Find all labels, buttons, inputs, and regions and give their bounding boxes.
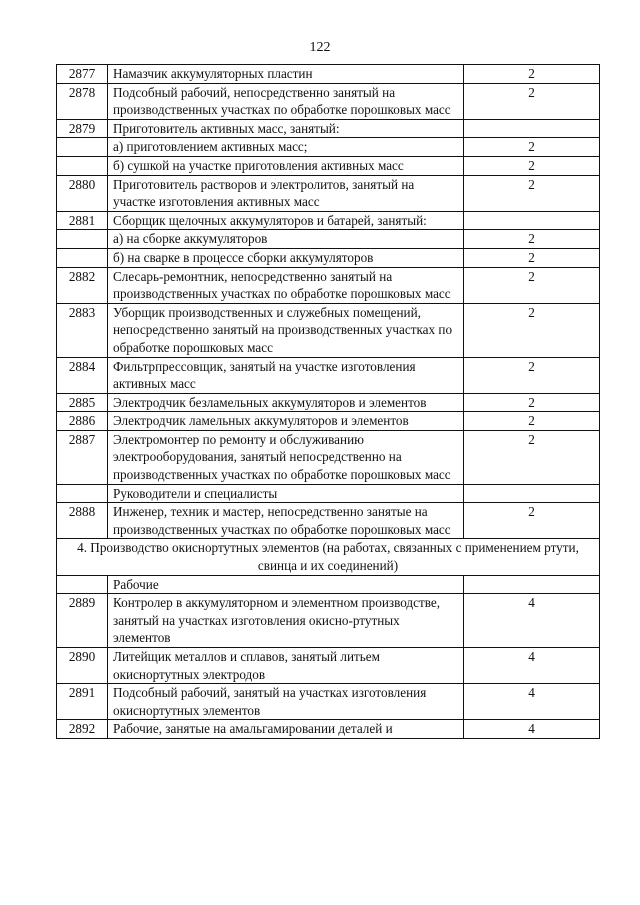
occupation-description: Руководители и специалисты	[108, 484, 464, 503]
list-value	[464, 575, 600, 594]
list-value: 2	[464, 357, 600, 393]
list-value: 4	[464, 648, 600, 684]
occupation-description: Сборщик щелочных аккумуляторов и батарей, занятый:	[108, 211, 464, 230]
occupation-description: Приготовитель растворов и электролитов, занятый на участке изготовления активных масс	[108, 175, 464, 211]
row-number	[57, 138, 108, 157]
occupation-description: Инженер, техник и мастер, непосредственно занятые на производственных участках по обработке порошковых масс	[108, 503, 464, 539]
list-value: 4	[464, 594, 600, 648]
table-row	[57, 175, 600, 211]
list-value: 2	[464, 175, 600, 211]
list-value: 2	[464, 393, 600, 412]
list-value: 2	[464, 65, 600, 84]
list-value: 2	[464, 412, 600, 431]
list-value: 2	[464, 156, 600, 175]
row-number	[57, 230, 108, 249]
table-row	[57, 594, 600, 648]
occupation-description: Электродчик безламельных аккумуляторов и элементов	[108, 393, 464, 412]
row-number	[57, 484, 108, 503]
table-row	[57, 267, 600, 303]
table-row	[57, 575, 600, 594]
row-number	[57, 248, 108, 267]
occupation-description: Намазчик аккумуляторных пластин	[108, 65, 464, 84]
row-number: 2890	[57, 648, 108, 684]
list-value: 2	[464, 503, 600, 539]
table-row	[57, 119, 600, 138]
row-number	[57, 156, 108, 175]
list-value: 4	[464, 684, 600, 720]
table-row	[57, 393, 600, 412]
row-number: 2887	[57, 430, 108, 484]
occupation-description: Рабочие, занятые на амальгамировании деталей и	[108, 720, 464, 739]
row-number: 2881	[57, 211, 108, 230]
occupation-description: Контролер в аккумуляторном и элементном производстве, занятый на участках изготовления окисно-ртутных элементов	[108, 594, 464, 648]
occupation-description: Подсобный рабочий, занятый на участках изготовления окиснортутных элементов	[108, 684, 464, 720]
occupation-table	[56, 64, 600, 739]
section-heading: 4. Производство окиснортутных элементов (на работах, связанных с применением ртути, свинца и их соединений)	[57, 539, 600, 575]
occupation-description: Уборщик производственных и служебных помещений, непосредственно занятый на производственных участках по обработке порошковых масс	[108, 303, 464, 357]
row-number: 2889	[57, 594, 108, 648]
row-number: 2879	[57, 119, 108, 138]
occupation-description: Приготовитель активных масс, занятый:	[108, 119, 464, 138]
occupation-description: Подсобный рабочий, непосредственно занятый на производственных участках по обработке порошковых масс	[108, 83, 464, 119]
list-value	[464, 119, 600, 138]
table-row	[57, 230, 600, 249]
table-row	[57, 684, 600, 720]
table-row	[57, 648, 600, 684]
table-row	[57, 156, 600, 175]
occupation-description: а) на сборке аккумуляторов	[108, 230, 464, 249]
table-row	[57, 303, 600, 357]
list-value: 2	[464, 430, 600, 484]
table-row	[57, 720, 600, 739]
table-body	[57, 65, 600, 739]
occupation-description: Литейщик металлов и сплавов, занятый литьем окиснортутных электродов	[108, 648, 464, 684]
list-value	[464, 484, 600, 503]
row-number: 2892	[57, 720, 108, 739]
list-value	[464, 211, 600, 230]
table-row	[57, 412, 600, 431]
row-number: 2891	[57, 684, 108, 720]
row-number: 2886	[57, 412, 108, 431]
row-number: 2880	[57, 175, 108, 211]
table-row	[57, 83, 600, 119]
row-number: 2888	[57, 503, 108, 539]
table-row	[57, 211, 600, 230]
table-row	[57, 430, 600, 484]
occupation-description: Электромонтер по ремонту и обслуживанию электрооборудования, занятый непосредственно на производственных участках по обработке порошковых масс	[108, 430, 464, 484]
table-row	[57, 484, 600, 503]
occupation-description: б) сушкой на участке приготовления активных масс	[108, 156, 464, 175]
table-row	[57, 138, 600, 157]
occupation-description: Электродчик ламельных аккумуляторов и элементов	[108, 412, 464, 431]
list-value: 2	[464, 248, 600, 267]
row-number: 2878	[57, 83, 108, 119]
row-number	[57, 575, 108, 594]
occupation-description: а) приготовлением активных масс;	[108, 138, 464, 157]
table-row	[57, 65, 600, 84]
occupation-description: Слесарь-ремонтник, непосредственно занятый на производственных участках по обработке порошковых масс	[108, 267, 464, 303]
row-number: 2885	[57, 393, 108, 412]
list-value: 2	[464, 267, 600, 303]
occupation-description: Рабочие	[108, 575, 464, 594]
occupation-description: б) на сварке в процессе сборки аккумуляторов	[108, 248, 464, 267]
list-value: 2	[464, 303, 600, 357]
row-number: 2882	[57, 267, 108, 303]
row-number: 2877	[57, 65, 108, 84]
row-number: 2883	[57, 303, 108, 357]
list-value: 2	[464, 230, 600, 249]
table-row	[57, 357, 600, 393]
table-row	[57, 248, 600, 267]
section-heading-row	[57, 539, 600, 575]
table-row	[57, 503, 600, 539]
list-value: 4	[464, 720, 600, 739]
page-number: 122	[309, 40, 331, 55]
occupation-description: Фильтрпрессовщик, занятый на участке изготовления активных масс	[108, 357, 464, 393]
row-number: 2884	[57, 357, 108, 393]
list-value: 2	[464, 83, 600, 119]
list-value: 2	[464, 138, 600, 157]
